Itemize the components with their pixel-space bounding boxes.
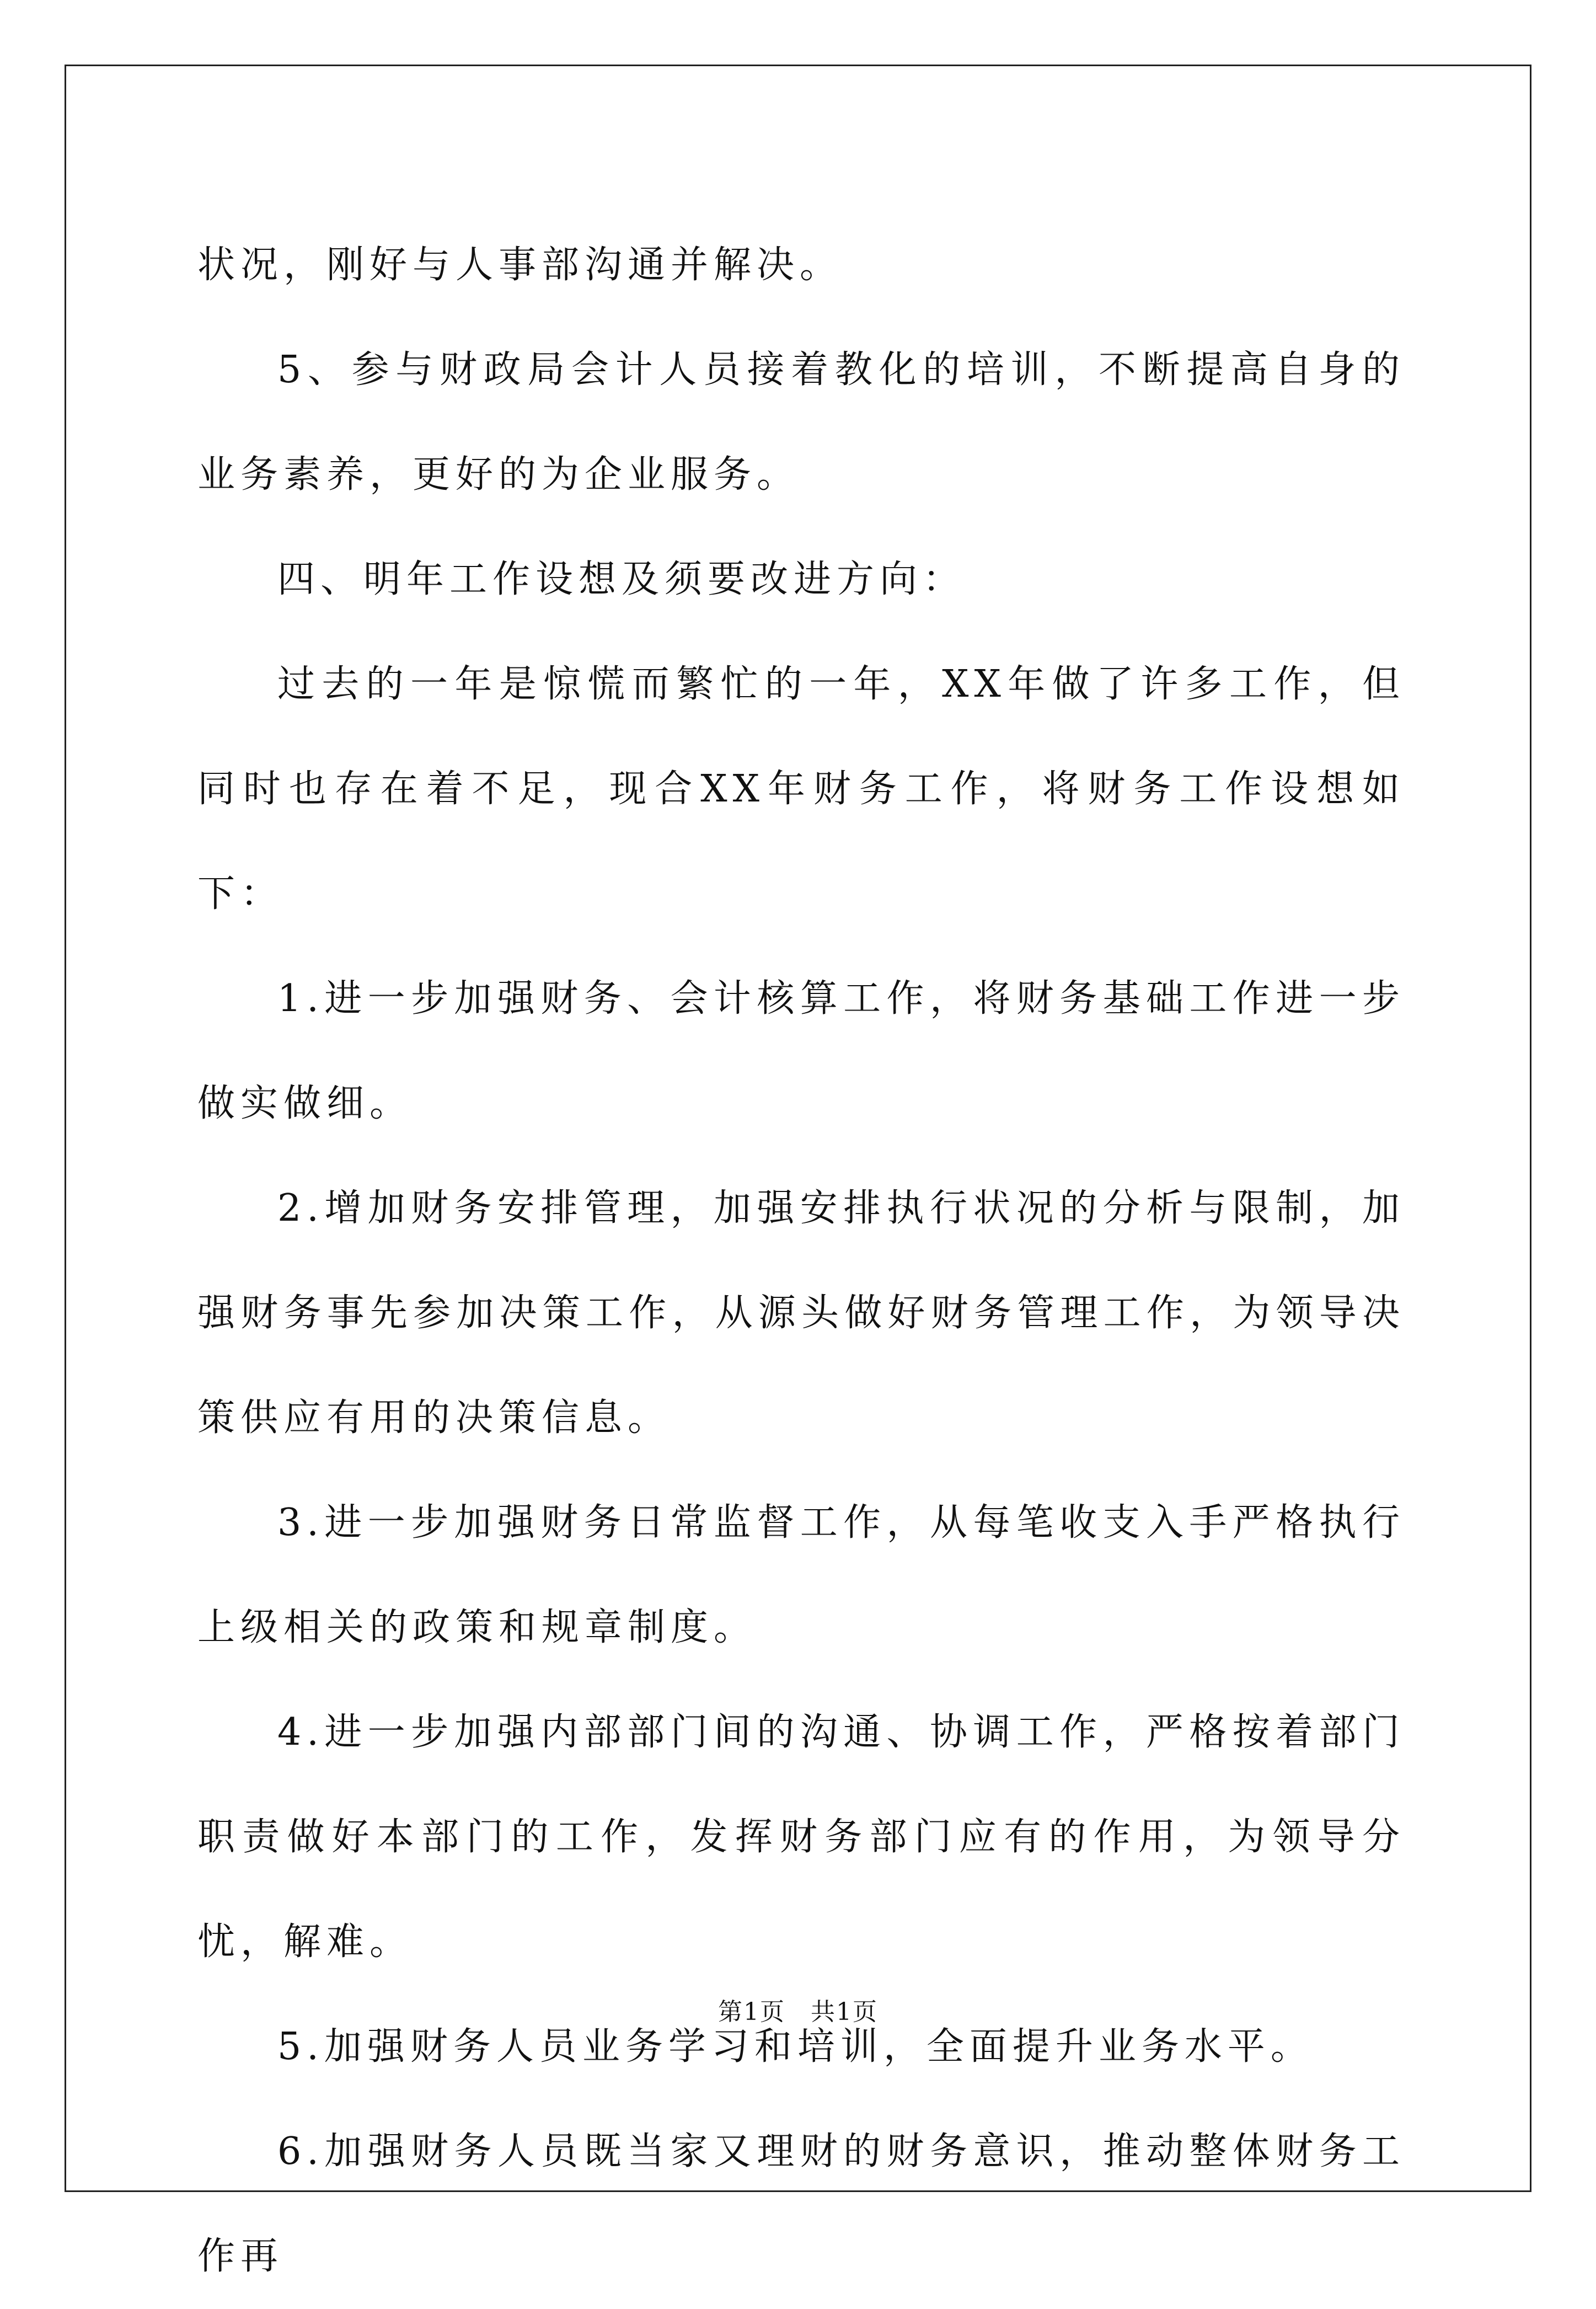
paragraph: 过去的一年是惊慌而繁忙的一年，XX年做了许多工作，但同时也存在着不足，现合XX年财务工作，将财务工作设想如下：: [197, 662, 1405, 916]
section-heading: 四、明年工作设想及须要改进方向：: [277, 558, 966, 601]
list-item: 1.进一步加强财务、会计核算工作，将财务基础工作进一步做实做细。: [197, 977, 1405, 1125]
list-item: 2.增加财务安排管理，加强安排执行状况的分析与限制，加强财务事先参加决策工作，从源头做好财务管理工作，为领导决策供应有用的决策信息。: [197, 1186, 1405, 1440]
list-item: 6.加强财务人员既当家又理财的财务意识，推动整体财务工作再: [197, 2130, 1405, 2278]
list-item: 5.加强财务人员业务学习和培训，全面提升业务水平。: [277, 2025, 1314, 2069]
page-number-footer: 第1页 共1页: [718, 1998, 878, 2026]
document-body: [197, 213, 1405, 2309]
list-item: 4.进一步加强内部部门间的沟通、协调工作，严格按着部门职责做好本部门的工作，发挥财务部门应有的作用，为领导分忧，解难。: [197, 1711, 1405, 1964]
paragraph: 5、参与财政局会计人员接着教化的培训，不断提高自身的业务素养，更好的为企业服务。: [197, 348, 1405, 496]
paragraph: 状况，刚好与人事部沟通并解决。: [197, 243, 843, 287]
list-item: 3.进一步加强财务日常监督工作，从每笔收支入手严格执行上级相关的政策和规章制度。: [197, 1501, 1405, 1649]
